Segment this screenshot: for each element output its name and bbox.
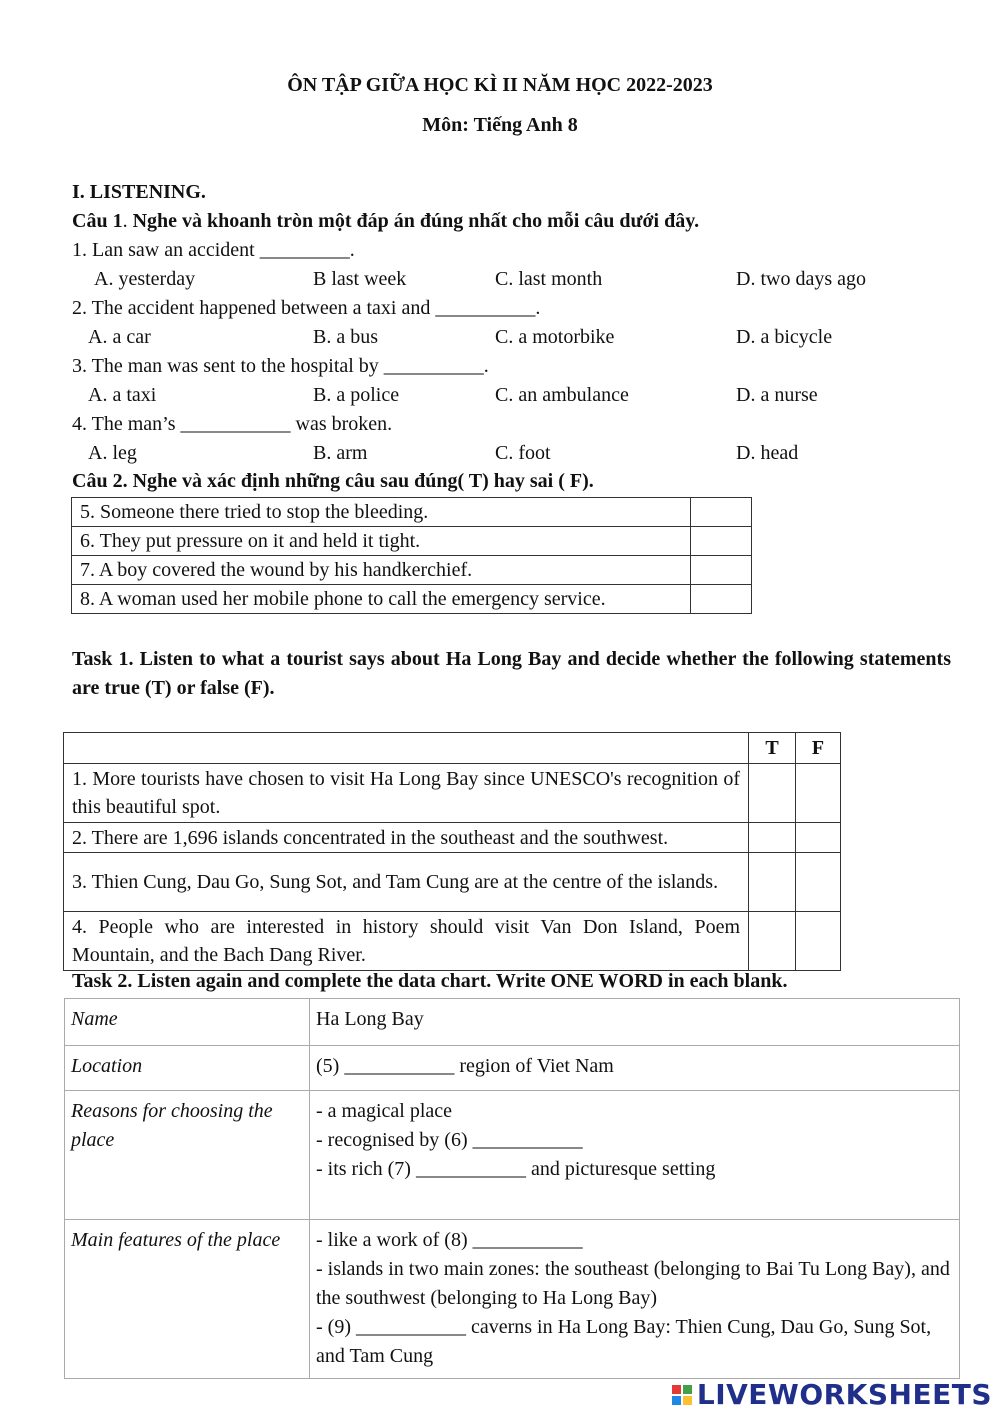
chart-value: Ha Long Bay — [310, 999, 960, 1046]
table-row — [65, 999, 960, 1046]
q2-option-c[interactable]: C. a motorbike — [495, 326, 615, 348]
table-header-row — [64, 733, 841, 764]
answer-cell-f[interactable] — [796, 853, 841, 912]
q3-option-d[interactable]: D. a nurse — [736, 384, 818, 406]
page-title: ÔN TẬP GIỮA HỌC KÌ II NĂM HỌC 2022-2023 — [287, 74, 713, 96]
col-t-header: T — [749, 733, 796, 764]
chart-line: - a magical place — [316, 1100, 453, 1122]
liveworksheets-logo[interactable] — [671, 1378, 992, 1411]
chart-key: Main features of the place — [65, 1220, 310, 1379]
data-chart-table — [64, 998, 960, 1379]
header-blank-cell — [64, 733, 749, 764]
col-f-header: F — [796, 733, 841, 764]
chart-key: Location — [65, 1046, 310, 1091]
answer-cell[interactable] — [691, 556, 752, 585]
task1-statement: 2. There are 1,696 islands concentrated in the southeast and the southwest. — [64, 823, 749, 853]
cau2-instruction: Câu 2. Nghe và xác định những câu sau đúng( T) hay sai ( F). — [72, 470, 594, 492]
q1-option-a[interactable]: A. yesterday — [94, 268, 196, 290]
q2-option-a[interactable]: A. a car — [88, 326, 151, 348]
task1-table — [63, 732, 841, 971]
answer-cell-t[interactable] — [749, 823, 796, 853]
q1-option-b[interactable]: B last week — [313, 268, 407, 290]
question-1: 1. Lan saw an accident _________. — [72, 239, 355, 261]
table-row — [72, 556, 752, 585]
answer-cell-f[interactable] — [796, 912, 841, 971]
logo-text: LIVEWORKSHEETS — [696, 1378, 992, 1411]
subject-title: Môn: Tiếng Anh 8 — [422, 114, 578, 136]
chart-line[interactable]: - its rich (7) ___________ and picturesque setting — [316, 1158, 716, 1180]
cau2-table — [71, 497, 752, 614]
q2-option-b[interactable]: B. a bus — [313, 326, 378, 348]
question-3: 3. The man was sent to the hospital by __________. — [72, 355, 489, 377]
q3-option-c[interactable]: C. an ambulance — [495, 384, 629, 406]
cau1-label: Câu 1 — [72, 210, 123, 232]
table-row — [72, 527, 752, 556]
q2-option-d[interactable]: D. a bicycle — [736, 326, 833, 348]
cau2-statement: 8. A woman used her mobile phone to call the emergency service. — [72, 585, 691, 614]
logo-icon — [671, 1383, 693, 1407]
cau2-statement: 5. Someone there tried to stop the bleeding. — [72, 498, 691, 527]
q4-option-a[interactable]: A. leg — [88, 442, 137, 464]
table-row — [72, 498, 752, 527]
task1-statement: 1. More tourists have chosen to visit Ha Long Bay since UNESCO's recognition of this beautiful spot. — [64, 764, 749, 823]
chart-value[interactable]: (5) ___________ region of Viet Nam — [310, 1046, 960, 1091]
q3-option-b[interactable]: B. a police — [313, 384, 400, 406]
chart-key: Name — [65, 999, 310, 1046]
q1-option-d[interactable]: D. two days ago — [736, 268, 866, 290]
task2-instruction: Task 2. Listen again and complete the data chart. Write ONE WORD in each blank. — [72, 970, 788, 992]
cau2-statement: 7. A boy covered the wound by his handkerchief. — [72, 556, 691, 585]
q3-option-a[interactable]: A. a taxi — [88, 384, 157, 406]
table-row — [65, 1046, 960, 1091]
table-row — [65, 1091, 960, 1220]
answer-cell-f[interactable] — [796, 823, 841, 853]
answer-cell-t[interactable] — [749, 912, 796, 971]
chart-line[interactable]: - recognised by (6) ___________ — [316, 1129, 583, 1151]
chart-line[interactable]: - like a work of (8) ___________ — [316, 1229, 583, 1251]
task1-instruction: Task 1. Listen to what a tourist says about Ha Long Bay and decide whether the following statements are true (T) or false (F). — [72, 648, 951, 699]
table-row — [64, 853, 841, 912]
cau2-statement: 6. They put pressure on it and held it tight. — [72, 527, 691, 556]
chart-value — [310, 1091, 960, 1220]
answer-cell[interactable] — [691, 585, 752, 614]
table-row — [64, 764, 841, 823]
task1-statement: 4. People who are interested in history should visit Van Don Island, Poem Mountain, and the Bach Dang River. — [64, 912, 749, 971]
question-4: 4. The man’s ___________ was broken. — [72, 413, 393, 435]
answer-cell-t[interactable] — [749, 764, 796, 823]
chart-key: Reasons for choosing the place — [65, 1091, 310, 1220]
answer-cell[interactable] — [691, 527, 752, 556]
q1-option-c[interactable]: C. last month — [495, 268, 603, 290]
task1-statement: 3. Thien Cung, Dau Go, Sung Sot, and Tam Cung are at the centre of the islands. — [64, 853, 749, 912]
q4-option-d[interactable]: D. head — [736, 442, 799, 464]
question-2: 2. The accident happened between a taxi and __________. — [72, 297, 541, 319]
cau1-instruction: Câu 1. Nghe và khoanh tròn một đáp án đúng nhất cho mỗi câu dưới đây. — [72, 210, 700, 232]
chart-line[interactable]: - (9) ___________ caverns in Ha Long Bay: Thien Cung, Dau Go, Sung Sot, and Tam Cung — [316, 1316, 932, 1367]
cau1-text: Nghe và khoanh tròn một đáp án đúng nhất cho mỗi câu dưới đây. — [127, 210, 700, 232]
q4-option-c[interactable]: C. foot — [495, 442, 551, 464]
table-row — [65, 1220, 960, 1379]
answer-cell[interactable] — [691, 498, 752, 527]
table-row — [64, 912, 841, 971]
table-row — [64, 823, 841, 853]
chart-line: - islands in two main zones: the southeast (belonging to Bai Tu Long Bay), and the southwest (belonging to Ha Long Bay) — [316, 1258, 950, 1309]
section-heading: I. LISTENING. — [72, 181, 206, 203]
chart-value — [310, 1220, 960, 1379]
q4-option-b[interactable]: B. arm — [313, 442, 368, 464]
answer-cell-f[interactable] — [796, 764, 841, 823]
table-row — [72, 585, 752, 614]
answer-cell-t[interactable] — [749, 853, 796, 912]
